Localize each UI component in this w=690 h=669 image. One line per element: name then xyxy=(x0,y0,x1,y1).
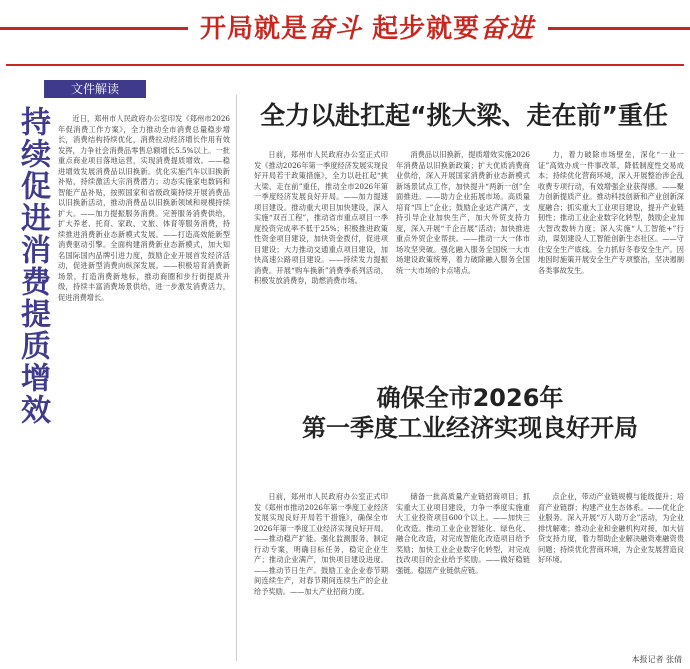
article1-col1: 日前，郑州市人民政府办公室正式印发《推动2026年第一季度经济发展实现良好开局若干政策措施》，全力以赴扛起“挑大梁、走在前”重任，推动全市2026年第一季度经济发展良好开局。——加力提速项目建设。推动重大项目加快建设，深入实施“双百工程”，推动省市重点项目一季度投资完成率不低于25%；积极推进政策性资金项目建设，加快资金拨付，促进项目建设；大力推动交通重点项目建设，加快高速公路项目建设。——持续发力提振消费。开展“购车换新”消费季系列活动，积极发放消费券，助燃消费市场。 xyxy=(254,150,388,285)
article2-col1: 日前，郑州市人民政府办公室正式印发《郑州市推动2026年第一季度工业经济发展实现良好开局若干措施》，确保全市2026年第一季度工业经济实现良好开局。——推动稳产扩能。强化监测服务，制定行动专案，明确目标任务，稳定企业生产；推动企业满产，加快项目建设进度。——推动节日生产。鼓励工业企业春节期间连续生产，对春节期间连续生产的企业给予奖励。——加大产业招商力度。 xyxy=(254,492,388,596)
article2-col2: 储备一批高质量产业链招商项目；抓实重大工业项目建设，力争一季度实施重大工业投资项目600个以上。——加快三化改造。推动工业企业智能化、绿色化、融合化改造，对完成智能化改造项目给予奖励；加快工业企业数字化转型，对完成技改项目的企业给予奖励。——做好稳链强链。稳固产业链供应链。 xyxy=(396,492,530,575)
banner-right-rule xyxy=(548,27,690,30)
banner-slogan: 开局就是奋斗 起步就要奋进 xyxy=(200,14,535,44)
article1-headline: 全力以赴扛起“挑大梁、走在前”重任 xyxy=(260,101,668,130)
article2-col3: 点企业，带动产业链规模与能级提升；培育产业链群；构建产业生态体系。——优化企业服务。深入开展“万人助万企”活动，为企业排忧解难；推动企业和金融机构对接，加大信贷支持力度，着力帮助企业解决融资难融资贵问题；持续优化营商环境，为企业发展营造良好环境。 xyxy=(538,492,684,564)
reporter-byline: 本报记者 张倩 xyxy=(631,655,682,664)
section-tag: 文件解读 xyxy=(44,80,146,98)
column-divider xyxy=(236,95,237,661)
left-article-body: 近日，郑州市人民政府办公室印发《郑州市2026年促消费工作方案》，全力推动全市消费总量稳步增长，消费结构持续优化，消费拉动经济增长作用有效发挥，力争社会消费品零售总额增长5.5%以上。一批重点商业项目落地运营，实现消费提质增效。——稳进增效发展消费品以旧换新。优化实施汽车以旧换新补贴，持续激活大宗消费潜力；动态实施家电数码和智能产品补贴，按照国家和省级政策持续开展消费品以旧换新活动，推动消费品以旧换新领域和规模持续扩大。——加力提振服务消费。完善服务消费供给，扩大养老、托育、家政、文旅、体育等服务消费，持续推进消费新业态新模式发展。——打造高效能新型消费驱动引擎。全面构建消费新业态新模式，加大知名国际国内品牌引进力度，鼓励企业开展首发经济活动，促进新型消费向纵深发展。——积极培育消费新场景，打造消费新地标，推动商圈和步行街提质升级，持续丰富消费场景供给，进一步激发消费活力，促进消费增长。 xyxy=(58,114,230,302)
article2-headline-line1: 确保全市2026年 xyxy=(376,384,564,412)
top-red-rule xyxy=(6,64,684,66)
article2-headline-line2: 第一季度工业经济实现良好开局 xyxy=(302,414,638,442)
article1-col2: 消费品以旧换新，提质增效实施2026年消费品以旧换新政策；扩大优质消费商业供给，深入开展国家消费新业态新模式新场景试点工作，加快提升“两新一创”全面推进。——助力企业拓展市场。高质量培育“四上”企业；鼓励企业达产满产，支持引导企业加快生产，加大外贸支持力度，深入开展“千企百展”活动；加快推进重点外贸企业帮扶。——推动一大一体市场攻坚突破。强化融入服务全国统一大市场建设政策统筹，着力破除融入服务全国统一大市场的卡点堵点。 xyxy=(396,150,530,275)
page-banner xyxy=(0,0,690,54)
left-headline: 持续促进消费提质增效 xyxy=(15,106,50,426)
banner-left-rule xyxy=(0,27,188,30)
article1-col3: 力，着力破除市场壁垒，深化“一业一证”高效办成一件事改革，降低制度性交易成本；持续优化营商环境，深入开展整治涉企乱收费专项行动，有效增强企业获得感。——聚力创新提质产业。推动科技创新和产业创新深度融合；抓实重大工业项目建设，提升产业链韧性；推动工业企业数字化转型，鼓励企业加大智改数转力度；深入实施“人工智能+”行动，谋划建设人工智能创新生态社区。——守住安全生产底线。全力抓好冬春安全生产。因地因时施策开展安全生产专项整治，坚决遏制各类事故发生。 xyxy=(538,150,684,275)
